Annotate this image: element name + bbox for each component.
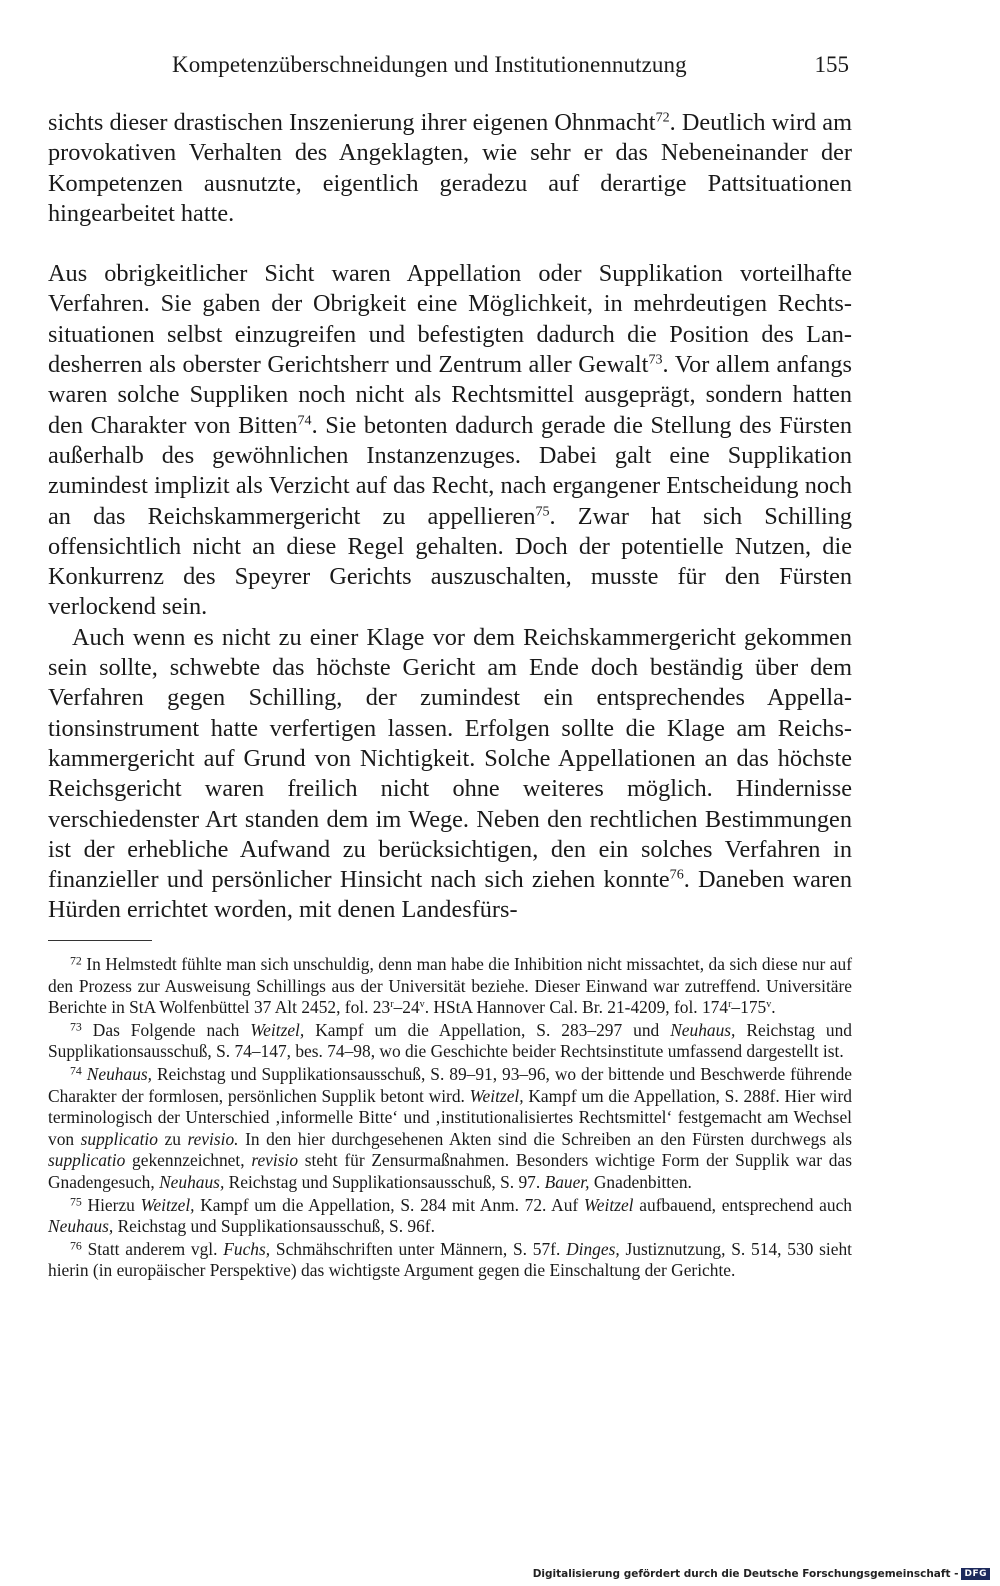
body-text <box>48 108 852 926</box>
footnote-ref-72[interactable]: 72 <box>655 109 670 126</box>
footnotes <box>48 954 852 1283</box>
page-number: 155 <box>814 52 849 77</box>
dfg-logo: DFG <box>961 1568 990 1580</box>
footnote-75: $^{75}$ Hierzu Weitzel, Kampf um die Appellation, S. 284 mit Anm. 72. Auf Weitzel aufbauend, entsprechend auch Neuhaus, Reichstag und Supplikationsausschuß, S. 96f. <box>48 1194 852 1237</box>
footnote-mark: 73 <box>70 1019 82 1034</box>
footnote-mark: 75 <box>70 1194 82 1209</box>
footnote-separator <box>48 940 152 941</box>
digitization-footer <box>533 1568 990 1580</box>
footnote-ref-74[interactable]: 74 <box>297 411 312 428</box>
footnote-mark: 72 <box>70 953 82 968</box>
footnote-ref-73[interactable]: 73 <box>648 351 663 368</box>
paragraph-2: Aus obrigkeitlicher Sicht waren Appellation oder Supplikation vorteilhafte Verfahren. Sie gaben der Obrigkeit eine Möglichkeit, in mehrdeutigen Rechtssituationen selbst einzugreifen und befestigten dadurch die Position des Landesherren als oberster Gerichtsherr und Zentrum aller Gewalt$^{73}$. Vor allem anfangs waren solche Suppliken noch nicht als Rechtsmittel ausgeprägt, sondern hatten den Charakter von Bitten$^{74}$. Sie betonten dadurch gerade die Stellung des Fürsten außerhalb des gewöhnlichen Instanzenzuges. Dabei galt eine Supplikation zumindest implizit als Verzicht auf das Recht, nach ergangener Entscheidung noch an das Reichskammergericht zu appellieren$^{75}$. Zwar hat sich Schilling offensichtlich nicht an diese Regel gehalten. Doch der potentielle Nutzen, die Konkurrenz des Speyrer Gerichts auszuschalten, musste für den Fürsten verlockend sein. <box>48 260 853 621</box>
running-title: Kompetenzüberschneidungen und Institutionennutzung <box>172 52 687 77</box>
footnote-mark: 74 <box>70 1063 82 1078</box>
footnote-72: $^{72}$ In Helmstedt fühlte man sich unschuldig, denn man habe die Inhibition nicht missachtet, da sich diese nur auf den Prozess zur Ausweisung Schillings aus der Universität beziehe. Dieser Einwand war zutreffend. Universitäre Berichte in StA Wolfenbüttel 37 Alt 2452, fol. 23$^r$–24$^v$. HStA Hannover Cal. Br. 21-4209, fol. 174$^r$–175$^v$. <box>48 953 852 1018</box>
footnote-ref-76[interactable]: 76 <box>669 866 684 883</box>
footnote-73: $^{73}$ Das Folgende nach Weitzel, Kampf um die Appellation, S. 283–297 und Neuhaus, Reichstag und Supplikationsausschuß, S. 74–147, bes. 74–98, wo die Geschichte beider Rechtsinstitute umfassend dargestellt ist. <box>48 1019 852 1062</box>
running-header <box>172 52 852 86</box>
footnote-ref-75[interactable]: 75 <box>535 502 550 519</box>
footer-text: Digitalisierung gefördert durch die Deutsche Forschungsgemeinschaft - <box>532 1568 959 1580</box>
paragraph-3: Auch wenn es nicht zu einer Klage vor dem Reichskammergericht gekommen sein sollte, schwebte das höchste Gericht am Ende doch beständig über dem Verfahren gegen Schilling, der zumindest ein entsprechendes Appellationsinstrument hatte verfertigen lassen. Erfolgen sollte die Klage am Reichskammergericht auf Grund von Nichtigkeit. Solche Appellationen an das höchste Reichsgericht waren freilich nicht ohne weiteres möglich. Hindernisse verschiedenster Art standen dem im Wege. Neben den rechtlichen Bestimmungen ist der erhebliche Aufwand zu berücksichtigen, den ein solches Verfahren in finanzieller und persönlicher Hinsicht nach sich ziehen konnte$^{76}$. Daneben waren Hürden errichtet worden, mit denen Landesfürs- <box>48 623 852 924</box>
paragraph-1: sichts dieser drastischen Inszenierung ihrer eigenen Ohnmacht$^{72}$. Deutlich wird am provokativen Verhalten des Angeklagten, wie sehr er das Nebeneinander der Kompetenzen ausnutzte, eigentlich geradezu auf derartige Pattsituationen hingearbeitet hatte. <box>48 109 852 227</box>
footnote-74: $^{74}$ Neuhaus, Reichstag und Supplikationsausschuß, S. 89–91, 93–96, wo der bittende und Beschwerde führende Charakter der formlosen, persönlichen Supplik betont wird. Weitzel, Kampf um die Appellation, S. 288f. Hier wird terminologisch der Unterschied ‚informelle Bitte‘ und ‚institutionalisiertes Rechtsmittel‘ festgemacht am Wechsel von supplicatio zu revisio. In den hier durchgesehenen Akten sind die Schreiben an den Fürsten durchwegs als supplicatio gekennzeichnet, revisio steht für Zensurmaßnahmen. Besonders wichtige Form der Supplik war das Gnadengesuch, Neuhaus, Reichstag und Supplikationsausschuß, S. 97. Bauer, Gnadenbitten. <box>48 1063 852 1192</box>
footnote-76: $^{76}$ Statt anderem vgl. Fuchs, Schmähschriften unter Männern, S. 57f. Dinges, Justiznutzung, S. 514, 530 sieht hierin (in europäischer Perspektive) das wichtigste Argument gegen die Einschaltung der Gerichte. <box>48 1238 852 1281</box>
footnote-mark: 76 <box>70 1238 82 1253</box>
